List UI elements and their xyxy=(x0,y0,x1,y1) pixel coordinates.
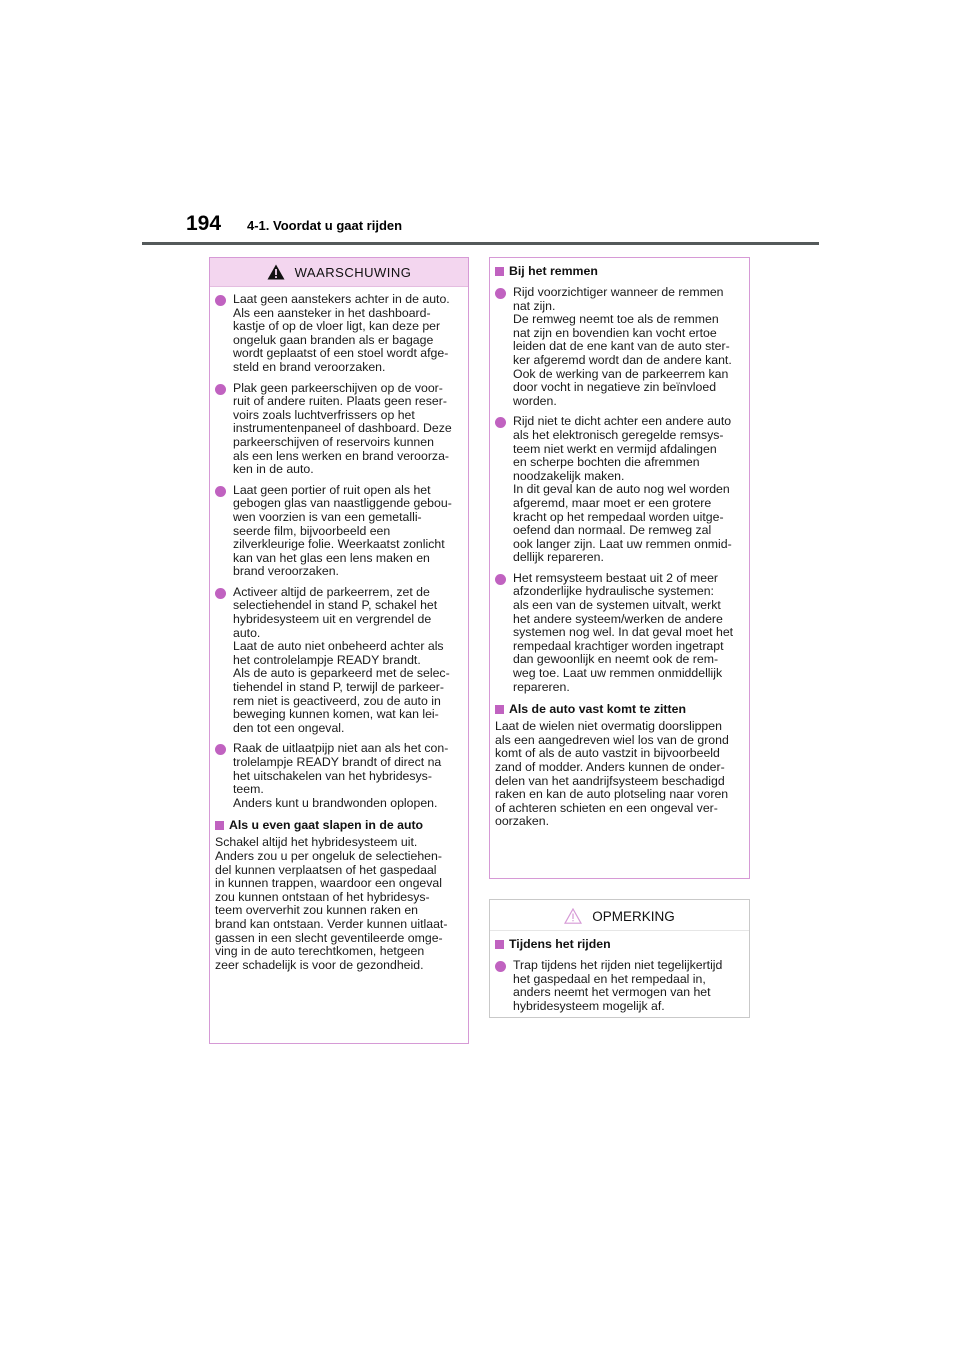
bullet-dot-icon xyxy=(215,295,226,306)
square-bullet-icon xyxy=(495,705,504,714)
list-item xyxy=(215,293,460,375)
list-item-text: Rijd niet te dicht achter een andere auto als het elektronisch geregelde remsys- teem niet werkt en vermijd afdalingen en scherpe bochten die afremmen noodzakelijk maken. In dit geval kan de auto nog wel worden afgeremd, maar moet er een grotere kracht op het rempedaal worden uitge- oefend dan normaal. De remweg zal ook langer zijn. Laat uw remmen onmid- dellijk repareren. xyxy=(513,414,732,565)
list-item xyxy=(495,415,741,565)
note-title: OPMERKING xyxy=(592,908,675,924)
continuation-content xyxy=(490,258,749,835)
bullet-dot-icon xyxy=(215,744,226,755)
subsection-title: Als u even gaat slapen in de auto xyxy=(229,818,424,833)
caution-triangle-icon xyxy=(564,908,582,924)
list-item-text: Laat geen portier of ruit open als het gebogen glas van naastliggende gebou- wen voorzien is van een gemetalli- seerde film, bijvoorbeeld een zilverkleurige folie. Weerkaatst zonlicht kan van het glas een lens maken en brand veroorzaken. xyxy=(233,482,452,579)
subsection-text: Laat de wielen niet overmatig doorslippen als een aangedreven wiel los van de grond komt of als de auto vastzit in bijvoorbeeld zand of modder. Anders kunnen de onder- delen van het aandrijfsysteem beschadigd raken en kan de auto plotseling naar voren of achteren schieten en een ongeval ver- oorzaken. xyxy=(495,719,729,829)
square-bullet-icon xyxy=(495,267,504,276)
bullet-dot-icon xyxy=(215,486,226,497)
list-item-text: Rijd voorzichtiger wanneer de remmen nat zijn. De remweg neemt toe als de remmen nat zijn en bovendien kan vocht ertoe leiden dat de ene kant van de auto ster- ker afgeremd wordt dan de andere kant. Ook de werking van de parkeerrem kan door vocht in negatieve zin beïnvloed worden. xyxy=(513,285,732,408)
note-content xyxy=(490,931,749,1019)
warning-triangle-icon xyxy=(267,264,285,280)
bullet-dot-icon xyxy=(215,384,226,395)
note-header xyxy=(490,902,749,931)
list-item-text: Trap tijdens het rijden niet tegelijkertijd het gaspedaal en het rempedaal in, anders neemt het vermogen van het hybridesysteem mogelijk af. xyxy=(513,958,723,1013)
list-item xyxy=(215,382,460,477)
subsection-heading xyxy=(495,702,741,716)
subsection-title: Bij het remmen xyxy=(509,264,598,278)
subsection-heading xyxy=(495,937,741,951)
list-item xyxy=(215,586,460,736)
header-divider xyxy=(142,242,819,245)
list-item xyxy=(495,572,741,694)
bullet-dot-icon xyxy=(495,961,506,972)
list-item xyxy=(215,484,460,579)
list-item xyxy=(495,959,741,1013)
page-number: 194 xyxy=(186,212,222,235)
list-item xyxy=(215,742,460,810)
bullet-dot-icon xyxy=(215,588,226,599)
bullet-dot-icon xyxy=(495,417,506,428)
warning-continuation-box xyxy=(489,257,750,879)
warning-title: WAARSCHUWING xyxy=(294,264,412,280)
square-bullet-icon xyxy=(215,821,224,830)
subsection-title: Als de auto vast komt te zitten xyxy=(509,702,686,717)
subsection-heading xyxy=(495,264,741,278)
list-item-text: Het remsysteem bestaat uit 2 of meer afzonderlijke hydraulische systemen: als een van de systemen uitvalt, werkt het andere systeem/werken de andere systemen nog wel. In dat geval moet het rempedaal krachtiger worden ingetrapt dan gewoonlijk en neemt ook de rem- weg toe. Laat uw remmen onmiddellijk repareren. xyxy=(513,570,734,694)
list-item-text: Raak de uitlaatpijp niet aan als het con- trolelampje READY brandt of direct na het uitschakelen van het hybridesys- teem. Anders kunt u brandwonden oplopen. xyxy=(233,741,449,810)
section-title: 4-1. Voordat u gaat rijden xyxy=(247,218,403,233)
list-item-text: Activeer altijd de parkeerrem, zet de selectiehendel in stand P, schakel het hybridesysteem uit en vergrendel de auto. Laat de auto niet onbeheerd achter als het controlelampje READY brandt. Als de auto is geparkeerd met de selec- tiehendel in stand P, terwijl de parkeer- rem niet is geactiveerd, zou de auto in beweging kunnen komen, wat kan lei- den tot een ongeval. xyxy=(233,584,450,735)
subsection-text: Schakel altijd het hybridesysteem uit. Anders zou u per ongeluk de selectiehen- del kunnen verplaatsen of het gaspedaal in kunnen trappen, waardoor een ongeval zou kunnen ontstaan of het hybridesys- teem oververhit zou kunnen raken en brand kan ontstaan. Verder kunnen uitlaat- gassen in een slecht geventileerde omge- ving in de auto terechtkomen, hetgeen zeer schadelijk is voor de gezondheid. xyxy=(215,835,448,972)
warning-content xyxy=(210,287,468,978)
list-item-text: Laat geen aanstekers achter in de auto. Als een aansteker in het dashboard- kastje of op de vloer ligt, kan deze per ongeluk gaan branden als er bagage wordt geplaatst of een stoel wordt afge- steld en brand veroorzaken. xyxy=(233,292,450,374)
subsection-title: Tijdens het rijden xyxy=(509,937,611,951)
list-item-text: Plak geen parkeerschijven op de voor- ruit of andere ruiten. Plaats geen reser- voirs zoals luchtverfrissers op het instrumentenpaneel of dashboard. Deze parkeerschijven of reservoirs kunnen als een lens werken en brand veroorza- ken in de auto. xyxy=(233,380,452,477)
list-item xyxy=(495,286,741,408)
warning-header xyxy=(210,258,468,287)
bullet-dot-icon xyxy=(495,574,506,585)
square-bullet-icon xyxy=(495,940,504,949)
warning-box xyxy=(209,257,469,1044)
bullet-dot-icon xyxy=(495,288,506,299)
note-box xyxy=(489,899,750,1018)
subsection-heading xyxy=(215,818,460,832)
